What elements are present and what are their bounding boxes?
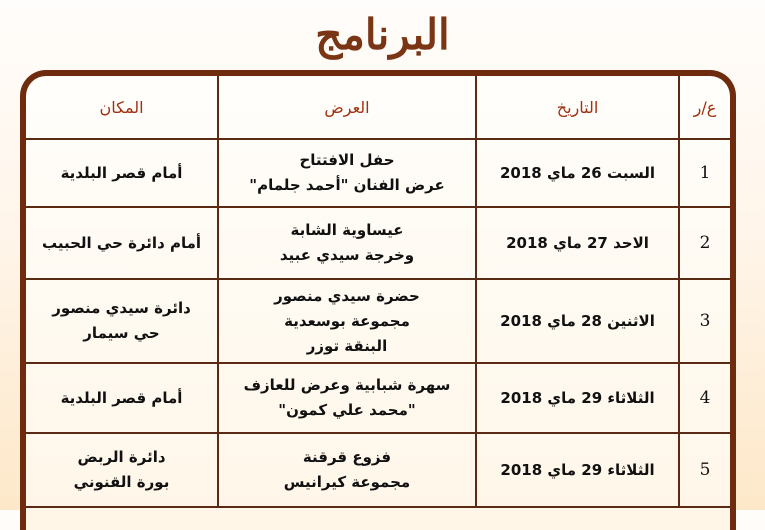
place-cell: أمام قصر البلدية: [26, 140, 219, 206]
date-cell: الاثنين 28 ماي 2018: [477, 280, 680, 362]
program-table: [20, 70, 736, 530]
place-cell: أمام دائرة حي الحبيب: [26, 208, 219, 278]
date-cell: الاحد 27 ماي 2018: [477, 208, 680, 278]
number-cell: 4: [699, 388, 711, 408]
table-header: [26, 76, 730, 140]
number-cell: 3: [699, 311, 711, 331]
show-cell: سهرة شبابية وعرض للعازف "محمد علي كمون": [219, 364, 477, 432]
date-cell: السبت 26 ماي 2018: [477, 140, 680, 206]
header-number: ع/ر: [693, 97, 717, 117]
header-show: العرض: [219, 76, 477, 138]
table-row: [26, 208, 730, 280]
header-date: التاريخ: [477, 76, 680, 138]
show-cell: عيساوية الشابة وخرجة سيدي عبيد: [219, 208, 477, 278]
show-cell: حضرة سيدي منصور مجموعة بوسعدية البنقة توزر: [219, 280, 477, 362]
show-cell: فزوع قرقنة مجموعة كيرانيس: [219, 434, 477, 506]
header-place: المكان: [26, 76, 219, 138]
number-cell: 5: [699, 460, 711, 480]
number-cell: 2: [699, 233, 711, 253]
page-title: البرنامج: [315, 10, 450, 59]
table-row: [26, 434, 730, 508]
place-cell: دائرة سيدي منصور حي سيمار: [26, 280, 219, 362]
date-cell: الثلاثاء 29 ماي 2018: [477, 434, 680, 506]
place-cell: أمام قصر البلدية: [26, 364, 219, 432]
show-cell: حفل الافتتاح عرض الفنان "أحمد جلمام": [219, 140, 477, 206]
table-row: [26, 140, 730, 208]
table-row: [26, 280, 730, 364]
place-cell: دائرة الربض بورة القنوني: [26, 434, 219, 506]
table-row: [26, 364, 730, 434]
date-cell: الثلاثاء 29 ماي 2018: [477, 364, 680, 432]
number-cell: 1: [699, 163, 711, 183]
